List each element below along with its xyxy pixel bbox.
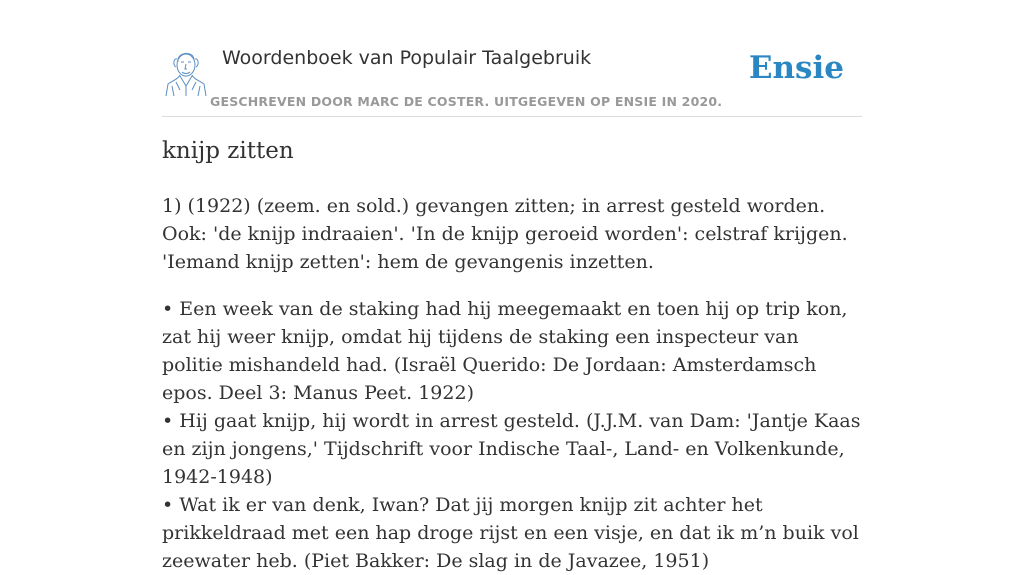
page-header (162, 40, 862, 117)
byline: GESCHREVEN DOOR MARC DE COSTER. UITGEGEVEN OP ENSIE IN 2020. (210, 94, 723, 109)
example-list (162, 295, 862, 575)
example-quote: • Wat ik er van denk, Iwan? Dat jij morgen knijp zit achter het prikkeldraad met een hap droge rijst en een visje, en dat ik m’n buik vol zeewater heb. (Piet Bakker: De slag in de Javazee, 1951) (162, 494, 859, 572)
entry-definition: 1) (1922) (zeem. en sold.) gevangen zitten; in arrest gesteld worden. Ook: 'de knijp indraaien'. 'In de knijp geroeid worden': celstraf krijgen. 'Iemand knijp zetten': hem de gevangenis inzetten. (162, 195, 848, 273)
example-quote: • Hij gaat knijp, hij wordt in arrest gesteld. (J.J.M. van Dam: 'Jantje Kaas en zijn jongens,' Tijdschrift voor Indische Taal-, Land- en Volkenkunde, 1942-1948) (162, 410, 861, 488)
example-quote: • Een week van de staking had hij meegemaakt en toen hij op trip kon, zat hij weer knijp, omdat hij tijdens de staking een inspecteur van politie mishandeld had. (Israël Querido: De Jordaan: Amsterdamsch epos. Deel 3: Manus Peet. 1922) (162, 298, 848, 404)
brand-logo[interactable]: Ensie (748, 50, 844, 86)
book-title[interactable]: Woordenboek van Populair Taalgebruik (222, 47, 592, 69)
author-portrait-icon (164, 46, 208, 96)
entry-title: knijp zitten (162, 138, 294, 164)
